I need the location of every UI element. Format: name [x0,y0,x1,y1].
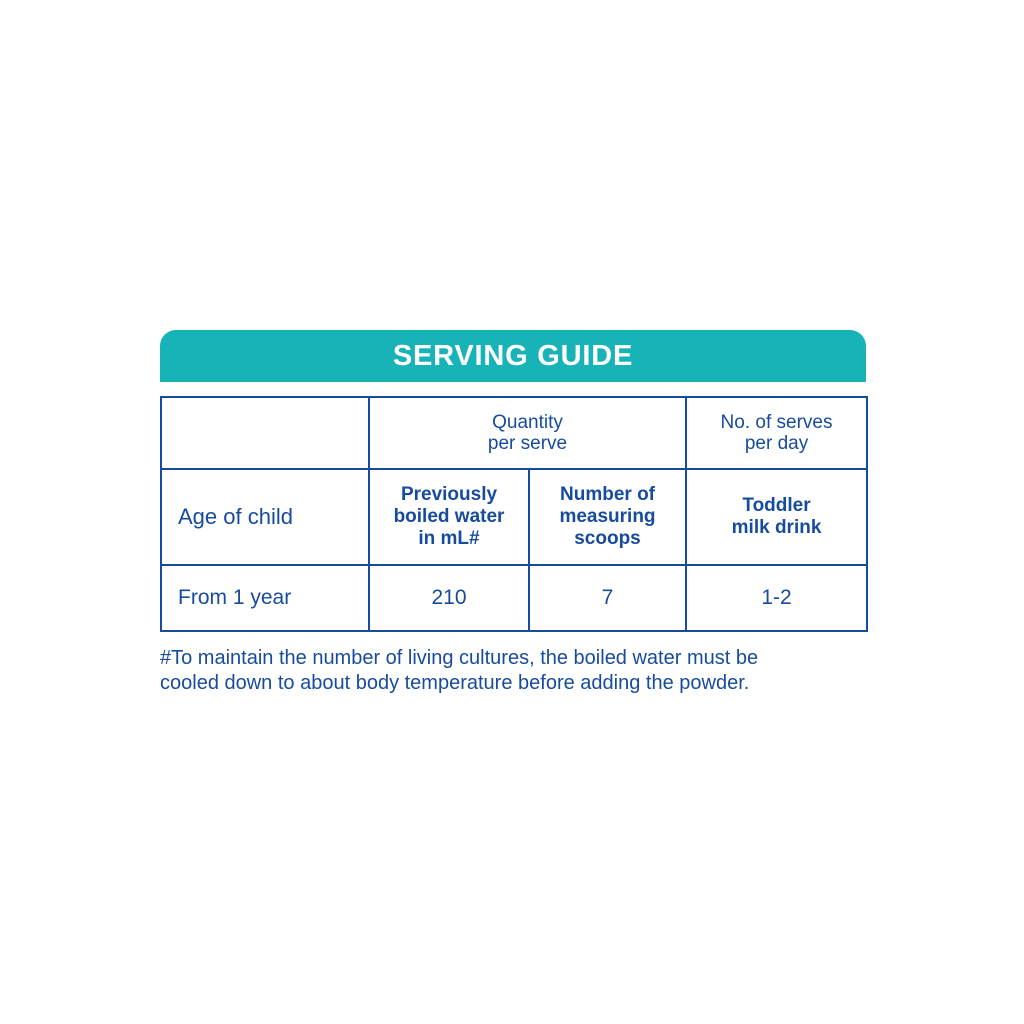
header-cell-blank [161,397,369,469]
header-cell-quantity-per-serve [369,397,686,469]
footnote [160,646,880,696]
header-cell-serves-per-day [686,397,867,469]
header-cell-boiled-water [369,469,529,565]
boiled-water-line3: in mL# [418,527,480,549]
serving-guide-panel [160,330,866,696]
cell-age: From 1 year [161,565,369,631]
footnote-line2: cooled down to about body temperature before adding the powder. [160,672,750,694]
milk-drink-line1: Toddler [742,495,811,517]
page-title: SERVING GUIDE [392,339,634,372]
cell-serves-per-day: 1-2 [686,565,867,631]
quantity-per-serve-line1: Quantity [492,411,563,433]
header-cell-measuring-scoops [529,469,686,565]
serves-per-day-line2: per day [744,433,809,454]
scoops-line3: scoops [574,527,641,549]
boiled-water-line1: Previously [400,484,498,506]
serves-per-day-line1: No. of serves [720,411,833,433]
serving-guide-banner [160,330,866,382]
cell-water-ml: 210 [369,565,529,631]
cell-scoops: 7 [529,565,686,631]
boiled-water-line2: boiled water [393,506,505,528]
serving-guide-table [160,396,868,632]
quantity-per-serve-line2: per serve [487,433,568,454]
table-row [161,565,867,631]
header-cell-toddler-milk-drink [686,469,867,565]
milk-drink-line2: milk drink [731,517,822,538]
footnote-line1: #To maintain the number of living cultures, the boiled water must be [160,647,759,669]
header-cell-age-of-child: Age of child [161,469,369,565]
scoops-line2: measuring [559,506,656,528]
table-row-column-headers [161,469,867,565]
scoops-line1: Number of [560,484,655,506]
table-row-group-headers [161,397,867,469]
